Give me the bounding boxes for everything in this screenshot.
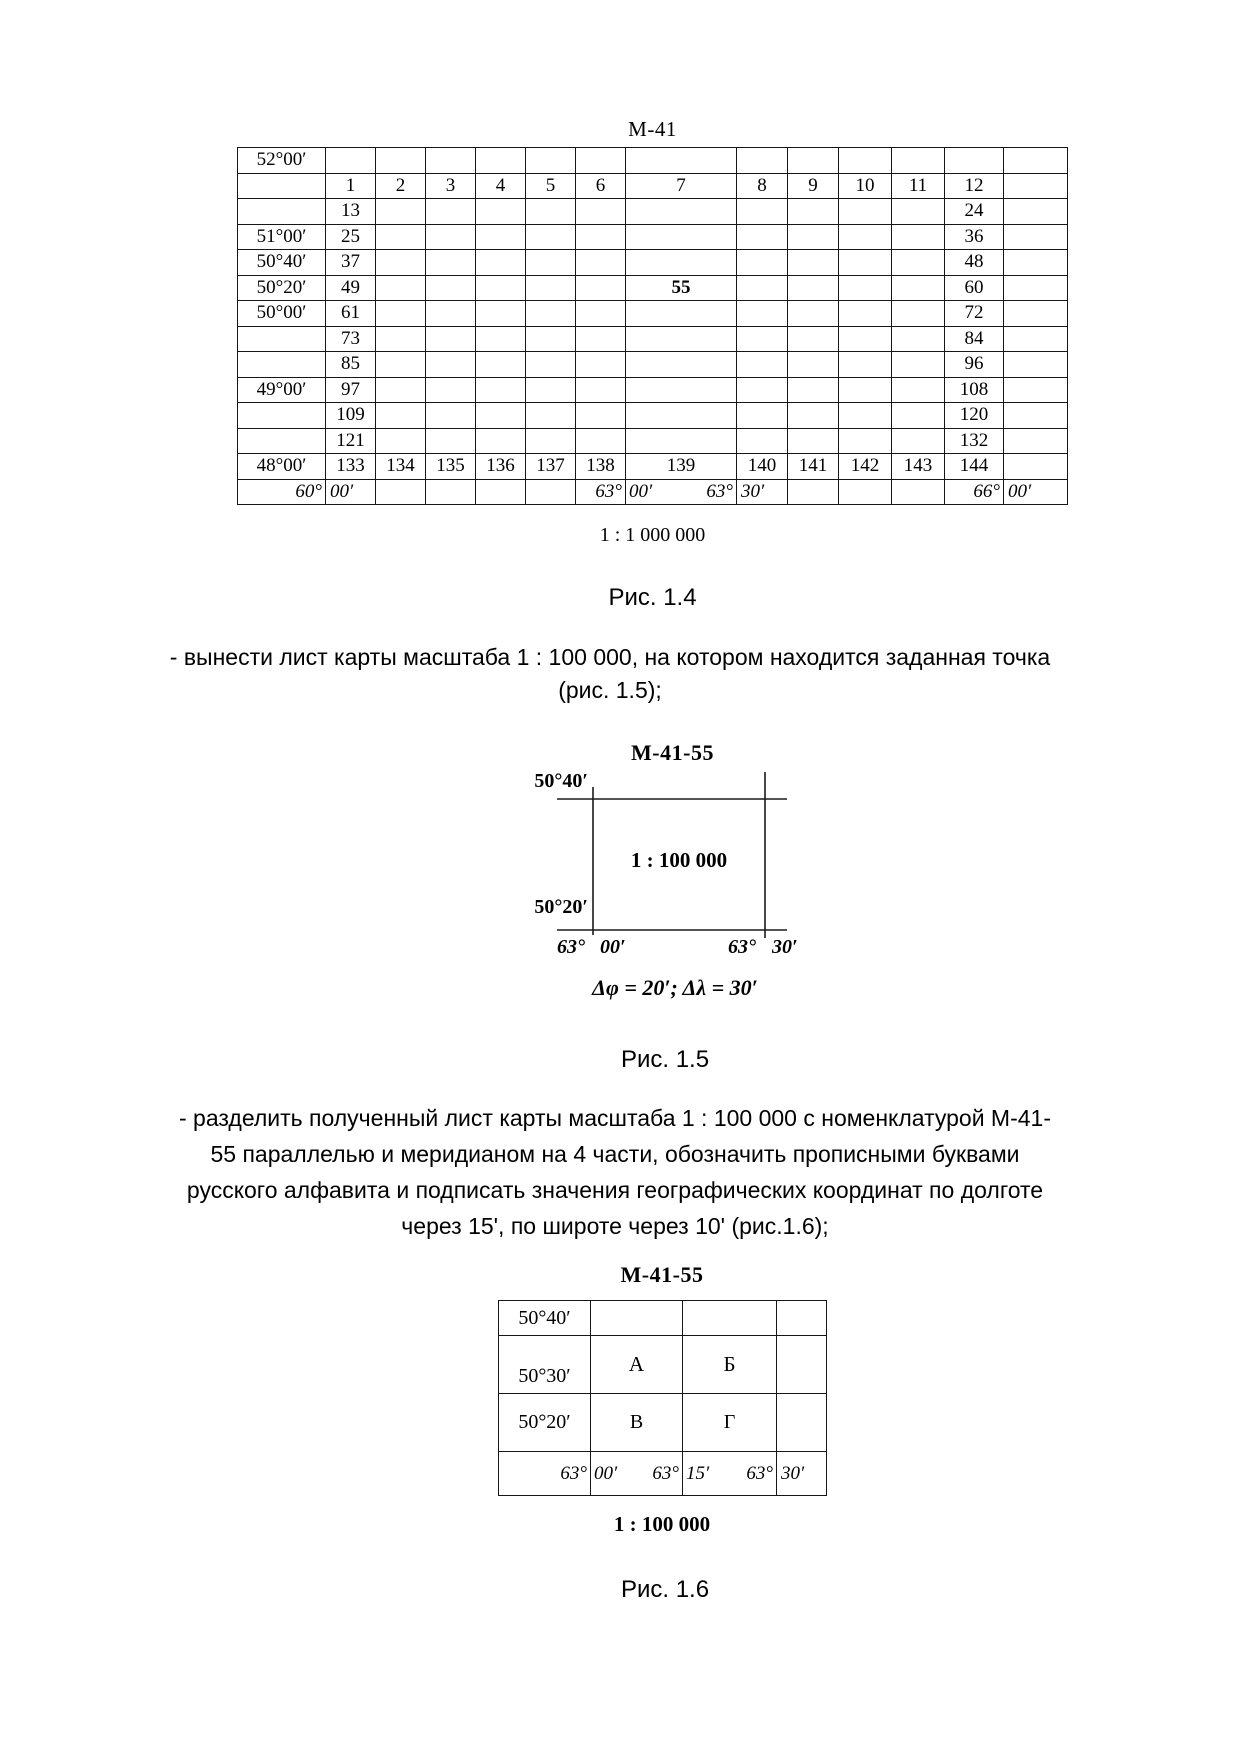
table-cell: 60: [945, 275, 1004, 301]
paragraph-2-line-1: - разделить полученный лист карты масштаба 1 : 100 000 с номенклатурой М-41-: [178, 1105, 1051, 1131]
table-cell: [476, 224, 526, 250]
table-cell: [426, 428, 476, 454]
table-cell: [526, 326, 576, 352]
fig15-scale-label: 1 : 100 000: [630, 848, 728, 872]
table-cell: 63°: [576, 479, 626, 505]
table-cell: 50°30′: [499, 1336, 591, 1394]
table-cell: [376, 326, 426, 352]
table-cell: [426, 377, 476, 403]
table-cell: [476, 352, 526, 378]
table-cell: [476, 148, 526, 174]
table-cell: [892, 275, 945, 301]
table-cell: [892, 326, 945, 352]
table-row: [499, 1336, 827, 1394]
table-cell: [426, 199, 476, 225]
table-cell: [238, 326, 326, 352]
table-cell: [737, 275, 788, 301]
table-cell: 85: [326, 352, 376, 378]
table-cell: 50°20′: [499, 1394, 591, 1452]
table-cell: [626, 224, 737, 250]
table-cell: 24: [945, 199, 1004, 225]
table-cell: [626, 403, 737, 429]
table-cell: [476, 403, 526, 429]
table-cell: [576, 148, 626, 174]
paragraph-2-line-2: 55 параллелью и меридианом на 4 части, обозначить прописными буквами: [210, 1141, 1020, 1167]
table-cell: [376, 301, 426, 327]
table-cell: 10: [839, 173, 892, 199]
table-cell: [476, 428, 526, 454]
fig15-lon-left-min-label: 00′: [600, 936, 626, 958]
table-cell: [1004, 173, 1068, 199]
table-cell: 61: [326, 301, 376, 327]
table-cell: 121: [326, 428, 376, 454]
table-cell: 36: [945, 224, 1004, 250]
fig14-nomenclature-title: М-41: [628, 117, 677, 141]
table-cell: [892, 199, 945, 225]
table-cell: [788, 403, 839, 429]
table-cell: А: [591, 1336, 683, 1394]
table-cell: 50°20′: [238, 275, 326, 301]
table-cell: [1004, 301, 1068, 327]
fig15-lat-top-label: 50°40′: [534, 770, 588, 792]
table-cell: [238, 403, 326, 429]
table-cell: [426, 326, 476, 352]
table-cell: [626, 250, 737, 276]
table-cell: [376, 377, 426, 403]
table-cell: [576, 301, 626, 327]
table-cell: 60°: [238, 479, 326, 505]
table-row: [238, 454, 1068, 480]
fig15-lon-right-deg-label: 63°: [728, 936, 756, 958]
table-cell: [376, 275, 426, 301]
paragraph-1-line-2: (рис. 1.5);: [558, 677, 662, 703]
table-cell: [892, 301, 945, 327]
table-cell: [892, 352, 945, 378]
table-cell: 1: [326, 173, 376, 199]
table-cell: 109: [326, 403, 376, 429]
table-cell: 25: [326, 224, 376, 250]
table-cell: [1004, 148, 1068, 174]
table-cell: 15′ 63°: [683, 1452, 777, 1496]
fig14-table: [237, 147, 1068, 505]
table-cell: 51°00′: [238, 224, 326, 250]
table-row: [238, 224, 1068, 250]
table-cell: [788, 199, 839, 225]
table-cell: [839, 224, 892, 250]
table-cell: [788, 326, 839, 352]
fig14-scale-label: 1 : 1 000 000: [599, 524, 706, 546]
table-cell: [839, 326, 892, 352]
table-row: [499, 1394, 827, 1452]
table-cell: 50°00′: [238, 301, 326, 327]
table-cell: [788, 250, 839, 276]
table-row: [238, 199, 1068, 225]
table-cell: [1004, 352, 1068, 378]
table-cell: 8: [737, 173, 788, 199]
table-cell: [839, 301, 892, 327]
fig15-delta-formula: Δφ = 20′; Δλ = 30′: [592, 975, 758, 1000]
table-row: [238, 479, 1068, 505]
table-cell: 142: [839, 454, 892, 480]
table-cell: [737, 250, 788, 276]
paragraph-2-line-3: русского алфавита и подписать значения географических координат по долготе: [186, 1177, 1044, 1203]
table-cell: [737, 403, 788, 429]
table-cell: [777, 1301, 827, 1336]
fig15-nomenclature-title: М-41-55: [631, 740, 714, 765]
table-cell: 73: [326, 326, 376, 352]
table-row: [238, 352, 1068, 378]
table-cell: 6: [576, 173, 626, 199]
table-cell: [892, 224, 945, 250]
table-row: [238, 173, 1068, 199]
table-cell: [476, 275, 526, 301]
table-cell: [1004, 326, 1068, 352]
table-cell: 13: [326, 199, 376, 225]
table-cell: 00′: [1004, 479, 1068, 505]
table-cell: 52°00′: [238, 148, 326, 174]
table-cell: [526, 250, 576, 276]
table-cell: [788, 352, 839, 378]
table-cell: 134: [376, 454, 426, 480]
table-cell: 00′ 63°: [626, 479, 737, 505]
table-cell: 140: [737, 454, 788, 480]
table-cell: 50°40′: [499, 1301, 591, 1336]
table-cell: [737, 326, 788, 352]
table-cell: [526, 403, 576, 429]
table-cell: [839, 403, 892, 429]
table-cell: [737, 224, 788, 250]
table-cell: 48°00′: [238, 454, 326, 480]
table-cell: [426, 352, 476, 378]
fig15-lat-bottom-label: 50°20′: [534, 896, 588, 918]
table-row: [238, 275, 1068, 301]
table-cell: [576, 428, 626, 454]
table-cell: [576, 403, 626, 429]
table-cell: [737, 352, 788, 378]
table-cell: [839, 428, 892, 454]
table-cell: [1004, 250, 1068, 276]
table-cell: [1004, 275, 1068, 301]
table-cell: [426, 301, 476, 327]
fig16-table: [498, 1300, 827, 1496]
table-cell: [376, 479, 426, 505]
table-cell: [839, 479, 892, 505]
table-cell: 66°: [945, 479, 1004, 505]
table-cell: [526, 479, 576, 505]
table-cell: 137: [526, 454, 576, 480]
table-cell: [839, 250, 892, 276]
table-cell: [426, 250, 476, 276]
table-cell: 139: [626, 454, 737, 480]
table-row: [238, 250, 1068, 276]
table-cell: [476, 199, 526, 225]
table-cell: [426, 403, 476, 429]
table-cell: [737, 148, 788, 174]
table-cell: [626, 301, 737, 327]
paragraph-2: [60, 1100, 1170, 1244]
table-cell: 63°: [499, 1452, 591, 1496]
fig15-lon-right-min-label: 30′: [772, 936, 798, 958]
fig15-caption: Рис. 1.5: [620, 1046, 710, 1073]
table-cell: [576, 199, 626, 225]
table-cell: [839, 148, 892, 174]
table-cell: [777, 1394, 827, 1452]
table-cell: [476, 479, 526, 505]
table-cell: 4: [476, 173, 526, 199]
table-cell: [788, 301, 839, 327]
table-cell: [1004, 403, 1068, 429]
table-cell: [892, 250, 945, 276]
table-cell: [1004, 199, 1068, 225]
paragraph-1: [60, 641, 1160, 707]
table-cell: [892, 148, 945, 174]
table-cell: 48: [945, 250, 1004, 276]
table-cell: [376, 224, 426, 250]
table-cell: [426, 224, 476, 250]
table-cell: 49°00′: [238, 377, 326, 403]
table-cell: [576, 275, 626, 301]
table-cell: 135: [426, 454, 476, 480]
table-cell: 3: [426, 173, 476, 199]
table-cell: 108: [945, 377, 1004, 403]
table-cell: [788, 148, 839, 174]
table-cell: 00′: [326, 479, 376, 505]
table-cell: [476, 250, 526, 276]
paragraph-2-line-4: через 15', по широте через 10' (рис.1.6);: [401, 1213, 829, 1239]
table-cell: [788, 377, 839, 403]
fig16-nomenclature-title: М-41-55: [620, 1262, 704, 1287]
table-cell: [376, 428, 426, 454]
table-cell: 00′ 63°: [591, 1452, 683, 1496]
table-cell: [839, 377, 892, 403]
table-cell: [1004, 428, 1068, 454]
table-cell: [426, 479, 476, 505]
table-cell: [892, 428, 945, 454]
table-cell: [476, 301, 526, 327]
table-cell: [376, 403, 426, 429]
table-cell: [839, 275, 892, 301]
table-cell: [788, 224, 839, 250]
table-cell: [426, 275, 476, 301]
table-cell: [238, 199, 326, 225]
table-cell: 132: [945, 428, 1004, 454]
table-cell: 84: [945, 326, 1004, 352]
table-cell: 72: [945, 301, 1004, 327]
table-cell: 50°40′: [238, 250, 326, 276]
table-cell: [839, 352, 892, 378]
table-cell: [788, 275, 839, 301]
table-cell: 30′: [777, 1452, 827, 1496]
table-row: [238, 148, 1068, 174]
table-cell: [1004, 377, 1068, 403]
table-cell: [737, 301, 788, 327]
table-cell: [1004, 224, 1068, 250]
table-row: [238, 403, 1068, 429]
table-cell: [376, 199, 426, 225]
table-cell: [526, 224, 576, 250]
table-cell: [737, 199, 788, 225]
fig14-caption: Рис. 1.4: [608, 584, 697, 611]
table-cell: 11: [892, 173, 945, 199]
table-cell: 96: [945, 352, 1004, 378]
table-cell: [892, 403, 945, 429]
table-row: [238, 377, 1068, 403]
table-cell: 37: [326, 250, 376, 276]
table-cell: 97: [326, 377, 376, 403]
table-cell: 30′: [737, 479, 788, 505]
table-row: [499, 1301, 827, 1336]
table-cell: [788, 479, 839, 505]
table-cell: [526, 199, 576, 225]
table-cell: [238, 428, 326, 454]
fig15-lon-left-deg-label: 63°: [557, 936, 585, 958]
table-cell: 141: [788, 454, 839, 480]
table-cell: 9: [788, 173, 839, 199]
table-cell: 143: [892, 454, 945, 480]
table-cell: [526, 275, 576, 301]
table-cell: [526, 428, 576, 454]
table-cell: [945, 148, 1004, 174]
table-cell: Г: [683, 1394, 777, 1452]
table-cell: [376, 352, 426, 378]
table-cell: [737, 377, 788, 403]
table-cell: 120: [945, 403, 1004, 429]
table-cell: [576, 326, 626, 352]
table-cell: 138: [576, 454, 626, 480]
table-cell: [576, 250, 626, 276]
table-cell: [238, 352, 326, 378]
table-cell: [326, 148, 376, 174]
table-cell: [526, 301, 576, 327]
table-cell: [839, 199, 892, 225]
table-cell: [576, 224, 626, 250]
table-cell: [788, 428, 839, 454]
table-cell: 12: [945, 173, 1004, 199]
table-cell: 2: [376, 173, 426, 199]
table-cell: [526, 352, 576, 378]
table-cell: [426, 148, 476, 174]
table-cell: 55: [626, 275, 737, 301]
table-cell: [591, 1301, 683, 1336]
table-cell: [476, 377, 526, 403]
table-cell: 49: [326, 275, 376, 301]
table-cell: [526, 377, 576, 403]
table-cell: [526, 148, 576, 174]
table-cell: 133: [326, 454, 376, 480]
table-cell: [238, 173, 326, 199]
table-row: [238, 301, 1068, 327]
table-cell: [376, 148, 426, 174]
table-cell: 144: [945, 454, 1004, 480]
table-cell: [626, 199, 737, 225]
table-cell: 5: [526, 173, 576, 199]
table-cell: [626, 326, 737, 352]
table-cell: [626, 377, 737, 403]
table-cell: [892, 479, 945, 505]
table-cell: [892, 377, 945, 403]
table-cell: [626, 352, 737, 378]
table-cell: [626, 148, 737, 174]
table-row: [238, 326, 1068, 352]
table-row: [499, 1452, 827, 1496]
table-cell: [626, 428, 737, 454]
table-cell: [1004, 454, 1068, 480]
table-cell: [476, 326, 526, 352]
fig16-caption: Рис. 1.6: [620, 1576, 710, 1603]
table-cell: [777, 1336, 827, 1394]
fig16-scale-label: 1 : 100 000: [613, 1512, 711, 1536]
table-cell: [376, 250, 426, 276]
table-cell: [683, 1301, 777, 1336]
table-cell: [737, 428, 788, 454]
table-cell: [576, 352, 626, 378]
paragraph-1-line-1: - вынести лист карты масштаба 1 : 100 000, на котором находится заданная точка: [169, 644, 1051, 670]
table-row: [238, 428, 1068, 454]
table-cell: 7: [626, 173, 737, 199]
table-cell: Б: [683, 1336, 777, 1394]
table-cell: В: [591, 1394, 683, 1452]
table-cell: 136: [476, 454, 526, 480]
table-cell: [576, 377, 626, 403]
